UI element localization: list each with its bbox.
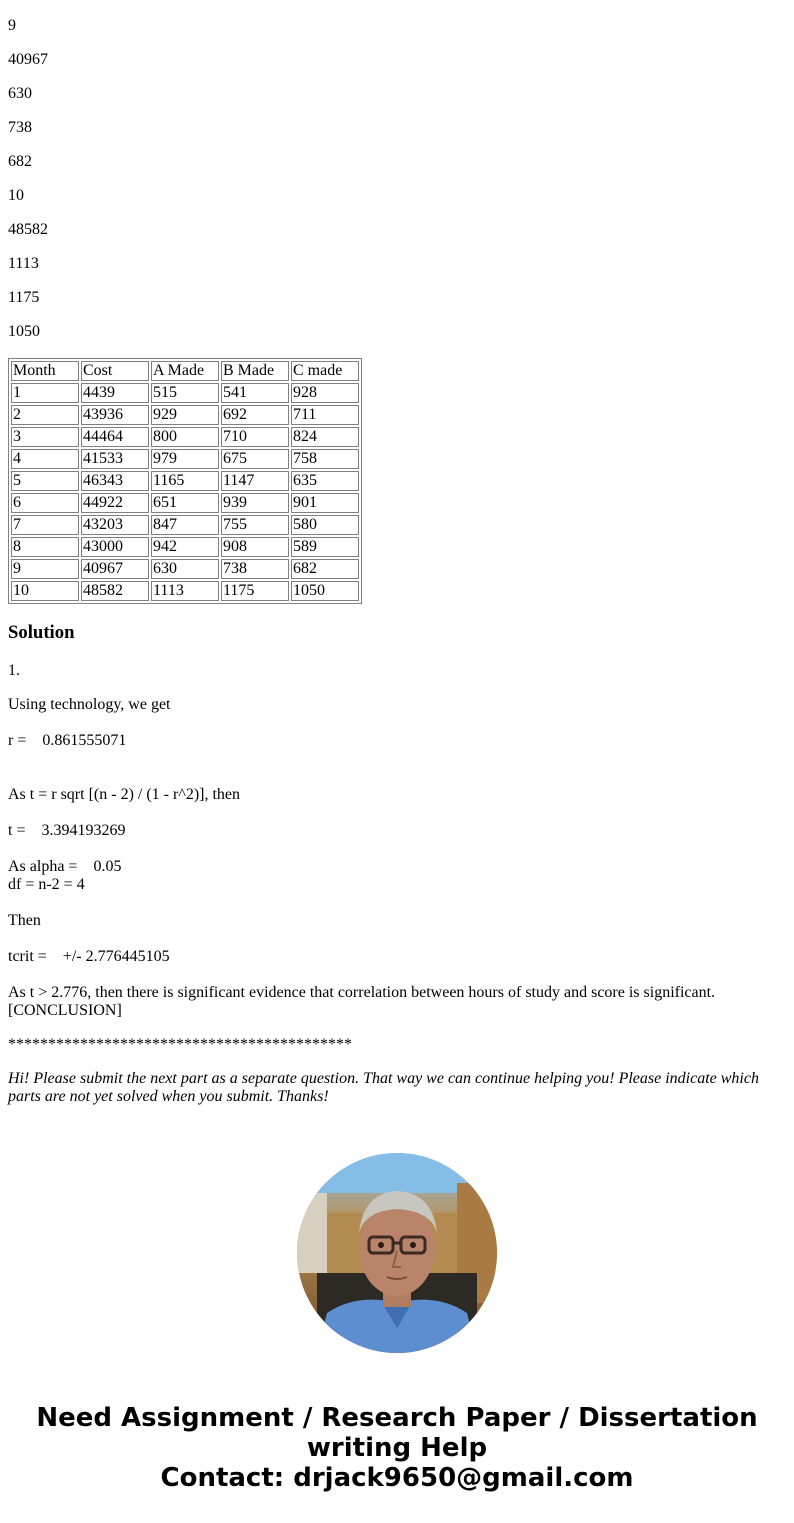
list-value: 9 — [8, 17, 16, 34]
table-cell: 43936 — [81, 405, 149, 425]
table-cell: 979 — [151, 449, 219, 469]
solution-intro: Using technology, we get — [8, 696, 171, 713]
footer-line: writing Help — [306, 1433, 488, 1463]
list-value: 1175 — [8, 289, 40, 306]
df-line: df = n-2 = 4 — [8, 876, 85, 893]
table-cell: 928 — [291, 383, 359, 403]
list-value: 1050 — [8, 323, 40, 340]
table-cell: 8 — [11, 537, 79, 557]
table-header-row — [11, 361, 359, 381]
conclusion-line: As t > 2.776, then there is significant evidence that correlation between hours of study and score is significant. — [8, 984, 716, 1001]
table-cell: 541 — [221, 383, 289, 403]
table-cell: 44922 — [81, 493, 149, 513]
table-cell: 942 — [151, 537, 219, 557]
table-row — [11, 449, 359, 469]
table-cell: 755 — [221, 515, 289, 535]
list-value: 738 — [8, 119, 32, 136]
table-cell: 635 — [291, 471, 359, 491]
table-header-cell: A Made — [151, 361, 219, 381]
table-cell: 939 — [221, 493, 289, 513]
table-cell: 711 — [291, 405, 359, 425]
table-header-cell: Cost — [81, 361, 149, 381]
r-value-line: r = 0.861555071 — [8, 732, 127, 749]
table-cell: 40967 — [81, 559, 149, 579]
table-cell: 4 — [11, 449, 79, 469]
table-cell: 1175 — [221, 581, 289, 601]
table-row — [11, 515, 359, 535]
table-cell: 4439 — [81, 383, 149, 403]
table-cell: 6 — [11, 493, 79, 513]
t-formula-line: As t = r sqrt [(n - 2) / (1 - r^2)], then — [8, 786, 241, 803]
table-cell: 41533 — [81, 449, 149, 469]
table-cell: 2 — [11, 405, 79, 425]
table-cell: 7 — [11, 515, 79, 535]
table-row — [11, 537, 359, 557]
table-cell: 10 — [11, 581, 79, 601]
solution-heading: Solution — [8, 622, 75, 643]
table-row — [11, 427, 359, 447]
table-row — [11, 581, 359, 601]
separator-line: ******************************************* — [8, 1036, 352, 1053]
table-cell: 675 — [221, 449, 289, 469]
table-header-cell: C made — [291, 361, 359, 381]
table-cell: 44464 — [81, 427, 149, 447]
footer-contact — [0, 1403, 794, 1493]
list-value: 630 — [8, 85, 32, 102]
table-cell: 515 — [151, 383, 219, 403]
table-header-cell: Month — [11, 361, 79, 381]
table-row — [11, 383, 359, 403]
table-cell: 901 — [291, 493, 359, 513]
table-cell: 847 — [151, 515, 219, 535]
list-value: 40967 — [8, 51, 48, 68]
tcrit-line: tcrit = +/- 2.776445105 — [8, 948, 170, 965]
conclusion-tag: [CONCLUSION] — [8, 1002, 122, 1019]
table-cell: 9 — [11, 559, 79, 579]
avatar — [297, 1153, 497, 1353]
table-cell: 1165 — [151, 471, 219, 491]
footer-contact-email: Contact: drjack9650@gmail.com — [160, 1463, 634, 1493]
table-cell: 710 — [221, 427, 289, 447]
table-cell: 692 — [221, 405, 289, 425]
part-number: 1. — [8, 662, 20, 679]
table-cell: 738 — [221, 559, 289, 579]
list-value: 48582 — [8, 221, 48, 238]
table-cell: 1147 — [221, 471, 289, 491]
table-cell: 5 — [11, 471, 79, 491]
table-cell: 908 — [221, 537, 289, 557]
table-row — [11, 405, 359, 425]
table-cell: 1 — [11, 383, 79, 403]
data-table — [8, 358, 362, 604]
alpha-line: As alpha = 0.05 — [8, 858, 122, 875]
table-header-cell: B Made — [221, 361, 289, 381]
table-cell: 580 — [291, 515, 359, 535]
table-cell: 630 — [151, 559, 219, 579]
table-cell: 43203 — [81, 515, 149, 535]
avatar-portrait — [297, 1153, 497, 1353]
table-cell: 48582 — [81, 581, 149, 601]
table-cell: 682 — [291, 559, 359, 579]
t-value-line: t = 3.394193269 — [8, 822, 126, 839]
table-cell: 758 — [291, 449, 359, 469]
table-cell: 929 — [151, 405, 219, 425]
table-cell: 800 — [151, 427, 219, 447]
footer-line: Need Assignment / Research Paper / Dissertation — [36, 1403, 758, 1433]
table-row — [11, 471, 359, 491]
table-cell: 824 — [291, 427, 359, 447]
list-value: 1113 — [8, 255, 39, 272]
list-value: 10 — [8, 187, 24, 204]
table-cell: 43000 — [81, 537, 149, 557]
table-cell: 1050 — [291, 581, 359, 601]
table-cell: 1113 — [151, 581, 219, 601]
table-row — [11, 559, 359, 579]
list-value: 682 — [8, 153, 32, 170]
table-cell: 589 — [291, 537, 359, 557]
table-row — [11, 493, 359, 513]
table-cell: 3 — [11, 427, 79, 447]
table-cell: 46343 — [81, 471, 149, 491]
help-note: Hi! Please submit the next part as a separate question. That way we can continue helping you! Please indicate which parts are not yet solved when you submit. Thanks! — [8, 1070, 759, 1105]
then-line: Then — [8, 912, 41, 929]
table-cell: 651 — [151, 493, 219, 513]
